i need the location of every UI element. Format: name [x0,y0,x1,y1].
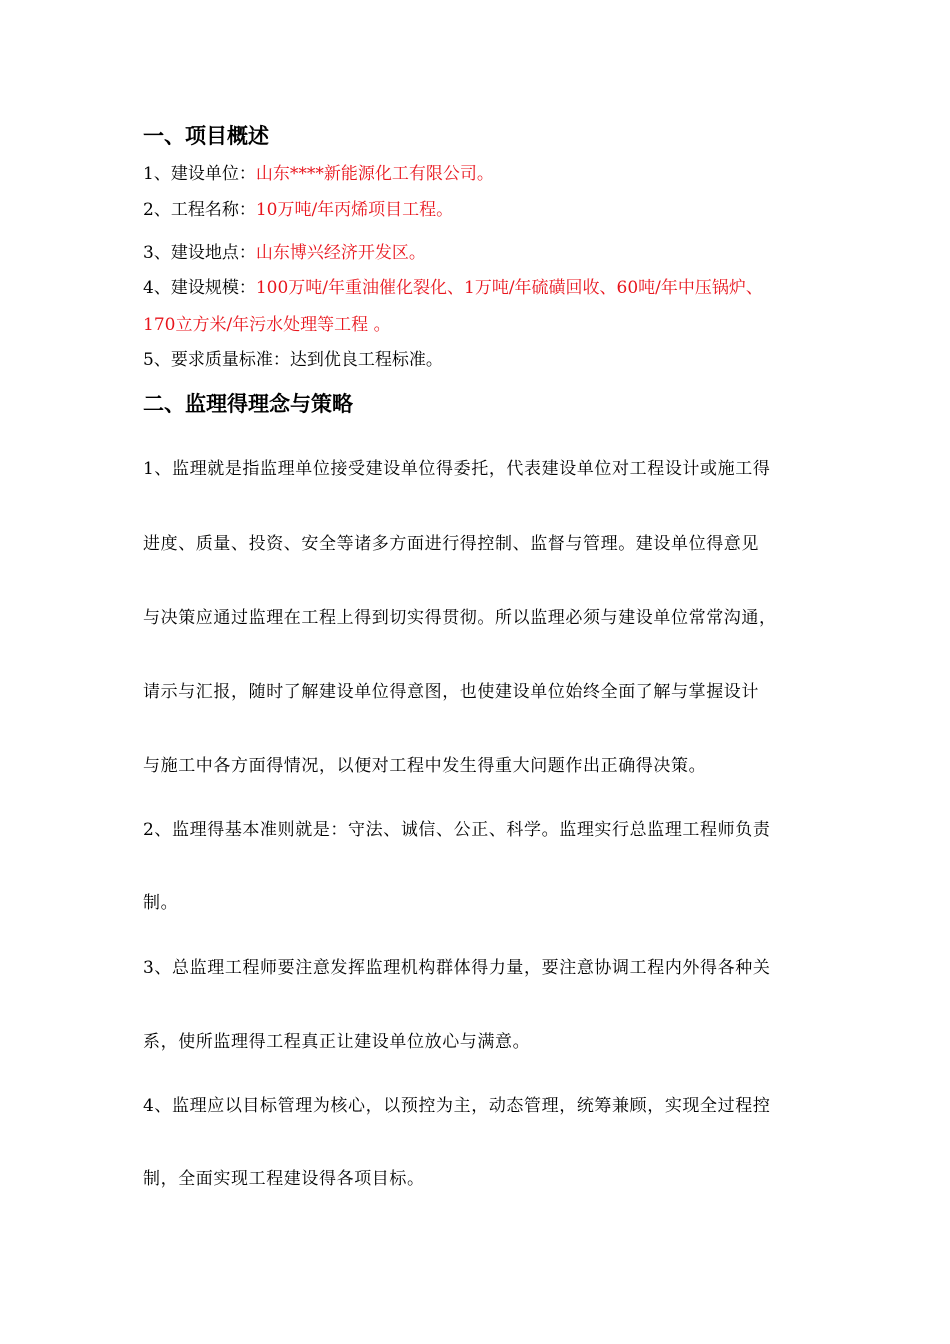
item-value: 山东****新能源化工有限公司。 [255,164,494,184]
paragraph-line: 请示与汇报，随时了解建设单位得意图，也使建设单位始终全面了解与掌握设计 [143,682,759,702]
paragraph-line: 1、监理就是指监理单位接受建设单位得委托，代表建设单位对工程设计或施工得 [143,459,771,479]
paragraph-line: 与决策应通过监理在工程上得到切实得贯彻。所以监理必须与建设单位常常沟通， [143,608,777,628]
paragraph-line: 2、监理得基本准则就是：守法、诚信、公正、科学。监理实行总监理工程师负责 [143,820,771,840]
item-quality-standard: 5、要求质量标准：达到优良工程标准。 [143,350,443,370]
paragraph-line: 系，使所监理得工程真正让建设单位放心与满意。 [143,1032,531,1052]
item-value: 10万吨/年丙烯项目工程。 [255,200,454,220]
item-project-name [143,198,453,222]
paragraph-line: 进度、质量、投资、安全等诸多方面进行得控制、监督与管理。建设单位得意见 [143,534,759,554]
section-1-heading: 一、项目概述 [143,124,269,148]
paragraph-line: 4、监理应以目标管理为核心，以预控为主，动态管理，统筹兼顾，实现全过程控 [143,1096,771,1116]
item-construction-scale [143,276,763,300]
item-construction-scale-cont: 170立方米/年污水处理等工程 。 [143,315,391,335]
item-value: 100万吨/年重油催化裂化、1万吨/年硫磺回收、60吨/年中压锅炉、 [255,278,763,298]
item-construction-site [143,241,426,265]
item-label: 4、建设规模： [143,278,256,298]
item-label: 1、建设单位： [143,164,256,184]
paragraph-line: 与施工中各方面得情况，以便对工程中发生得重大问题作出正确得决策。 [143,756,707,776]
paragraph-line: 3、总监理工程师要注意发挥监理机构群体得力量，要注意协调工程内外得各种关 [143,958,771,978]
section-2-heading: 二、监理得理念与策略 [143,392,353,416]
paragraph-line: 制。 [143,893,179,913]
item-value: 山东博兴经济开发区。 [255,243,426,263]
paragraph-line: 制，全面实现工程建设得各项目标。 [143,1169,425,1189]
item-label: 3、建设地点： [143,243,256,263]
item-construction-unit [143,162,494,186]
item-label: 2、工程名称： [143,200,256,220]
